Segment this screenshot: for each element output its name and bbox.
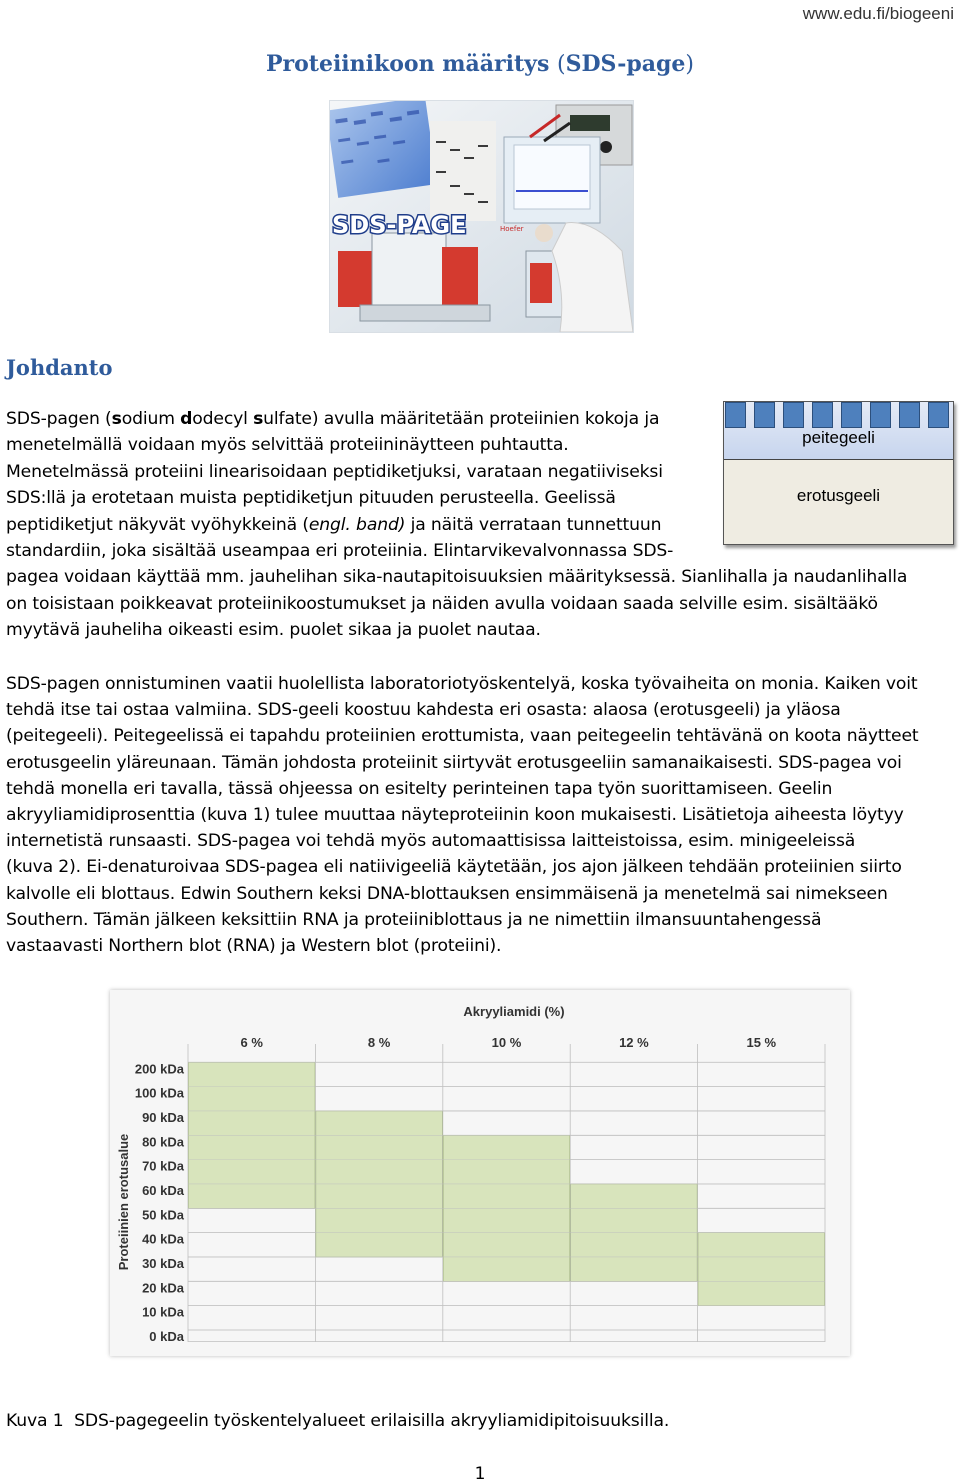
- intro-text: ja näitä verrataan tunnettuun: [405, 514, 662, 535]
- gel-well: [812, 402, 833, 428]
- body-line: erotusgeelin yläreunaan. Tämän johdosta proteiinit siirtyvät erotusgeeliin samanaikaisesti. SDS-pagea voi: [6, 752, 902, 773]
- intro-text: odecyl: [192, 409, 254, 429]
- chart-y-tick: 80 kDa: [142, 1134, 184, 1150]
- chart-category-label: 6 %: [240, 1035, 263, 1050]
- section-heading: Johdanto: [6, 355, 113, 380]
- intro-line: myytävä jauheliha oikeasti esim. puolet sikaa ja puolet nautaa.: [6, 620, 541, 641]
- intro-text: odium: [121, 409, 181, 429]
- title-paren-open: (: [557, 52, 566, 77]
- chart-y-tick: 60 kDa: [142, 1182, 184, 1198]
- acronym-letter: s: [111, 409, 122, 429]
- chart-y-tick: 10 kDa: [142, 1304, 184, 1320]
- chart-title: Akryyliamidi (%): [463, 1004, 565, 1019]
- intro-line: Menetelmässä proteiini linearisoidaan peptidiketjuksi, varataan negatiiviseksi: [6, 461, 663, 482]
- chart-y-tick: 40 kDa: [142, 1231, 184, 1247]
- body-line: SDS-pagen onnistuminen vaatii huolellista laboratoriotyöskentelyä, koska työvaiheita on monia. Kaiken voit: [6, 674, 918, 694]
- separating-gel-label: erotusgeeli: [796, 486, 881, 505]
- chart-svg: [110, 990, 850, 1356]
- chart-y-tick: 90 kDa: [142, 1109, 184, 1125]
- chart-y-tick: 100 kDa: [134, 1085, 184, 1101]
- sds-page-lab-photo: [329, 100, 634, 333]
- acronym-letter: s: [253, 409, 264, 429]
- body-line: vastaavasti Northern blot (RNA) ja Western blot (proteiini).: [6, 936, 502, 957]
- caption-label: Kuva 1: [6, 1411, 64, 1431]
- hero-logo-text: SDS-PAGE: [332, 211, 467, 239]
- chart-y-tick: 70 kDa: [142, 1158, 184, 1174]
- gel-well: [783, 402, 804, 428]
- body-paragraph: [6, 671, 956, 959]
- stacking-gel-label: peitegeeli: [802, 428, 875, 447]
- figure-caption: [6, 1411, 669, 1431]
- page-number: 1: [474, 1464, 486, 1484]
- chart-y-tick: 0 kDa: [149, 1329, 184, 1344]
- body-line: tehdä itse tai ostaa valmiina. SDS-geeli koostuu kahdesta eri osasta: alaosa (erotusgeeli) ja yläosa: [6, 700, 841, 721]
- intro-text: SDS-pagen (: [6, 409, 112, 429]
- intro-line: on toisistaan poikkeavat proteiinikoostumukset ja näiden avulla voidaan saada selville esim. sisältääkö: [6, 593, 878, 614]
- gel-well: [725, 402, 746, 428]
- chart-y-tick: 200 kDa: [134, 1061, 184, 1077]
- gel-well: [754, 402, 775, 428]
- body-line: kalvolle eli blottaus. Edwin Southern keksi DNA-blottauksen ensimmäisenä ja menetelmä sai nimekseen: [6, 883, 888, 904]
- title-paren-close: ): [685, 52, 694, 77]
- gel-well: [870, 402, 891, 428]
- site-url[interactable]: www.edu.fi/biogeeni: [802, 4, 954, 23]
- title-sub: SDS-page: [565, 51, 686, 77]
- gel-well: [899, 402, 920, 428]
- gel-diagram: [723, 401, 954, 545]
- chart-y-tick: 20 kDa: [142, 1280, 184, 1296]
- chart-category-label: 15 %: [746, 1035, 777, 1050]
- body-line: (peitegeeli). Peitegeelissä ei tapahdu proteiinien erottumista, vaan peitegeelin tehtävänä on koota näytteet: [6, 726, 919, 747]
- chart-ylabel: Proteiinien erotusalue: [116, 1133, 131, 1271]
- gel-well: [928, 402, 949, 428]
- intro-text: ulfate) avulla määritetään proteiinien kokoja ja: [263, 409, 660, 429]
- chart-category-label: 10 %: [491, 1035, 522, 1050]
- acronym-letter: d: [180, 409, 193, 429]
- intro-italic: engl. band): [308, 514, 406, 535]
- chart-y-tick: 30 kDa: [142, 1255, 184, 1271]
- intro-text: peptidiketjut näkyvät vyöhykkeinä (: [6, 514, 309, 535]
- intro-line: menetelmällä voidaan myös selvittää proteiininäytteen puhtautta.: [6, 435, 569, 456]
- intro-line: standardiin, joka sisältää useampaa eri proteiinia. Elintarvikevalvonnassa SDS-: [6, 541, 674, 562]
- intro-line: SDS:llä ja erotetaan muista peptidiketjun pituuden perusteella. Geelissä: [6, 488, 616, 509]
- gel-well: [841, 402, 862, 428]
- chart-y-tick: 50 kDa: [142, 1207, 184, 1223]
- body-line: (kuva 2). Ei-denaturoivaa SDS-pagea eli natiivigeeliä käytetään, jos ajon jälkeen tehdään proteiinien siirto: [6, 857, 902, 878]
- acrylamide-range-chart: [110, 990, 850, 1356]
- page-title: [0, 51, 960, 77]
- chart-category-label: 8 %: [367, 1035, 391, 1050]
- hero-brand-text: Hoefer: [500, 225, 524, 233]
- chart-category-label: 12 %: [619, 1035, 649, 1050]
- body-line: tehdä monella eri tavalla, tässä ohjeessa on esitelty perinteinen tapa työn suorittamiseen. Geelin: [6, 778, 833, 799]
- body-line: internetistä runsaasti. SDS-pagea voi tehdä myös automaattisissa laitteistoissa, esim. minigeeleissä: [6, 831, 856, 852]
- intro-line: pagea voidaan käyttää mm. jauhelihan sika-nautapitoisuuksien määrityksessä. Sianlihalla ja naudanlihalla: [6, 567, 908, 588]
- title-main: Proteiinikoon määritys: [265, 51, 557, 77]
- caption-text: SDS-pagegeelin työskentelyalueet erilaisilla akryyliamidipitoisuuksilla.: [74, 1411, 670, 1431]
- chart-range-bar: [698, 1233, 824, 1306]
- body-line: akryyliamidiprosenttia (kuva 1) tulee muuttaa näyteproteiinin koon mukaisesti. Lisätietoja aiheesta löytyy: [6, 805, 904, 826]
- body-line: Southern. Tämän jälkeen keksittiin RNA ja proteiiniblottaus ja ne nimettiin ilmansuuntahengessä: [6, 909, 822, 930]
